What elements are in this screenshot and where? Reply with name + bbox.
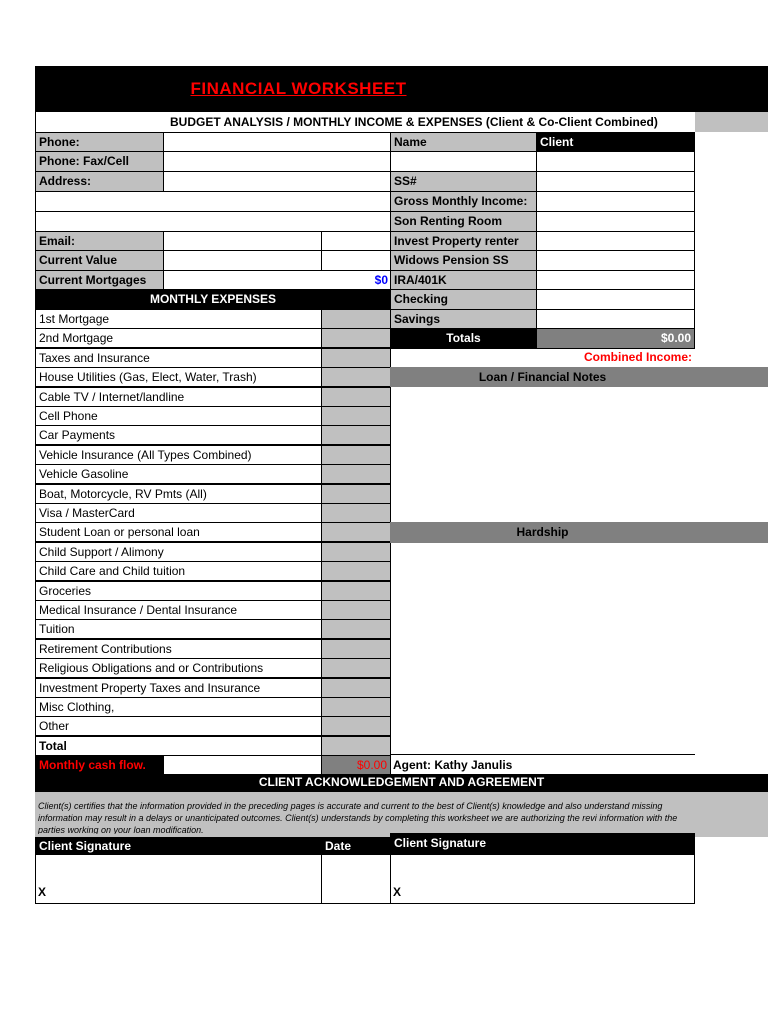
phone-fax-field[interactable]: [163, 151, 391, 172]
date-header: Date: [321, 837, 391, 855]
phone-field[interactable]: [163, 132, 391, 152]
monthly-expenses-header: MONTHLY EXPENSES: [35, 289, 391, 310]
savings-field[interactable]: [536, 309, 695, 329]
gross-income-field[interactable]: [536, 191, 695, 212]
expense-row-label: Cable TV / Internet/landline: [35, 387, 322, 407]
client-signature-2-field[interactable]: [390, 854, 695, 904]
expense-row-label: Child Support / Alimony: [35, 542, 322, 562]
savings-label: Savings: [390, 309, 537, 329]
date-field[interactable]: [321, 854, 391, 904]
expense-row-amount[interactable]: [321, 697, 391, 717]
expense-row-amount[interactable]: [321, 600, 391, 620]
subtitle-grey-tail: [695, 112, 768, 132]
expense-row-amount[interactable]: [321, 425, 391, 445]
client-label: Client: [536, 132, 695, 152]
cash-flow-field[interactable]: [163, 755, 322, 775]
expense-row-label: Child Care and Child tuition: [35, 561, 322, 581]
expense-row-amount[interactable]: [321, 367, 391, 387]
current-mortgages-value: $0: [374, 273, 388, 287]
address-line-2[interactable]: [35, 191, 391, 212]
expense-row-label: Tuition: [35, 619, 322, 639]
current-value-extra[interactable]: [321, 250, 391, 271]
expense-row-amount[interactable]: [321, 716, 391, 736]
expense-row-label: Car Payments: [35, 425, 322, 445]
expense-row-amount[interactable]: [321, 464, 391, 484]
expense-row-amount[interactable]: [321, 678, 391, 698]
expense-row-amount[interactable]: [321, 619, 391, 639]
expense-row-amount[interactable]: [321, 581, 391, 601]
expense-row-amount[interactable]: [321, 309, 391, 329]
expense-row-label: Groceries: [35, 581, 322, 601]
worksheet-title: FINANCIAL WORKSHEET: [190, 79, 407, 98]
expense-row-label: Vehicle Gasoline: [35, 464, 322, 484]
hardship-header: Hardship: [516, 525, 569, 539]
son-renting-label: Son Renting Room: [390, 211, 537, 232]
expense-row-label: Boat, Motorcycle, RV Pmts (All): [35, 484, 322, 504]
phone-label: Phone:: [35, 132, 164, 152]
invest-property-field[interactable]: [536, 231, 695, 251]
expense-row-label: Retirement Contributions: [35, 639, 322, 659]
widows-pension-field[interactable]: [536, 250, 695, 271]
ira-field[interactable]: [536, 270, 695, 290]
invest-property-label: Invest Property renter: [390, 231, 537, 251]
expense-row-amount[interactable]: [321, 561, 391, 581]
header-bar: [35, 66, 768, 112]
address-label: Address:: [35, 171, 164, 192]
expense-row-amount[interactable]: [321, 348, 391, 368]
ira-label: IRA/401K: [390, 270, 537, 290]
email-field[interactable]: [163, 231, 322, 251]
checking-field[interactable]: [536, 289, 695, 310]
expense-row-amount[interactable]: [321, 542, 391, 562]
expense-row-label: 2nd Mortgage: [35, 328, 322, 348]
expense-row-amount[interactable]: [321, 658, 391, 678]
ss-field[interactable]: [536, 171, 695, 192]
checking-label: Checking: [390, 289, 537, 310]
combined-income-label: Combined Income:: [583, 350, 692, 364]
total-value: [321, 736, 391, 756]
loan-notes-header: Loan / Financial Notes: [478, 370, 607, 384]
expense-row-label: Other: [35, 716, 322, 736]
expense-row-label: 1st Mortgage: [35, 309, 322, 329]
expense-row-amount[interactable]: [321, 387, 391, 407]
total-label: Total: [35, 736, 322, 756]
cash-flow-label: Monthly cash flow.: [35, 755, 164, 775]
current-value-label: Current Value: [35, 250, 164, 271]
ss-label: SS#: [390, 171, 537, 192]
expense-row-amount[interactable]: [321, 328, 391, 348]
agent-name: Agent: Kathy Janulis: [393, 758, 513, 772]
name-field[interactable]: [390, 151, 537, 172]
hardship-area[interactable]: [390, 543, 695, 755]
son-renting-field[interactable]: [536, 211, 695, 232]
email-extra[interactable]: [321, 231, 391, 251]
widows-pension-label: Widows Pension SS: [390, 250, 537, 271]
current-mortgages-label: Current Mortgages: [35, 270, 164, 290]
expense-row-label: House Utilities (Gas, Elect, Water, Trash): [35, 367, 322, 387]
name-label: Name: [390, 132, 537, 152]
expense-row-label: Investment Property Taxes and Insurance: [35, 678, 322, 698]
expense-row-amount[interactable]: [321, 503, 391, 523]
expense-row-label: Vehicle Insurance (All Types Combined): [35, 445, 322, 465]
totals-value: $0.00: [536, 328, 695, 349]
gross-income-label: Gross Monthly Income:: [390, 191, 537, 212]
client-signature-2-header: Client Signature: [390, 833, 695, 855]
client-signature-1-header: Client Signature: [35, 837, 322, 855]
expense-row-amount[interactable]: [321, 522, 391, 542]
expense-row-label: Cell Phone: [35, 406, 322, 426]
address-field[interactable]: [163, 171, 391, 192]
expense-row-amount[interactable]: [321, 406, 391, 426]
acknowledgement-text: Client(s) certifies that the information provided in the preceding pages is accurate and current to the best of Client(s) knowledge and also understand missing information may result in a delays or unanticipated outcomes. Client(s) understands by completing this worksheet we are authorizing the revi information with the parties working on your loan modification.: [38, 801, 678, 834]
expense-row-label: Student Loan or personal loan: [35, 522, 322, 542]
loan-notes-area[interactable]: [390, 387, 695, 522]
current-value-field[interactable]: [163, 250, 322, 271]
expense-row-label: Taxes and Insurance: [35, 348, 322, 368]
expense-row-label: Visa / MasterCard: [35, 503, 322, 523]
subtitle: BUDGET ANALYSIS / MONTHLY INCOME & EXPENSES (Client & Co-Client Combined): [170, 115, 658, 129]
expense-row-amount[interactable]: [321, 445, 391, 465]
expense-row-amount[interactable]: [321, 484, 391, 504]
email-label: Email:: [35, 231, 164, 251]
phone-fax-label: Phone: Fax/Cell: [35, 151, 164, 172]
signature-x-2: X: [393, 885, 402, 899]
address-line-3[interactable]: [35, 211, 391, 232]
acknowledgement-header: CLIENT ACKNOWLEDGEMENT AND AGREEMENT: [35, 774, 768, 792]
client-signature-1-field[interactable]: [35, 854, 322, 904]
expense-row-amount[interactable]: [321, 639, 391, 659]
totals-label: Totals: [390, 328, 537, 349]
expense-row-label: Medical Insurance / Dental Insurance: [35, 600, 322, 620]
client-name-field[interactable]: [536, 151, 695, 172]
expense-row-label: Religious Obligations and or Contributions: [35, 658, 322, 678]
cash-flow-value: $0.00: [321, 755, 391, 775]
expense-row-label: Misc Clothing,: [35, 697, 322, 717]
signature-x-1: X: [38, 885, 47, 899]
